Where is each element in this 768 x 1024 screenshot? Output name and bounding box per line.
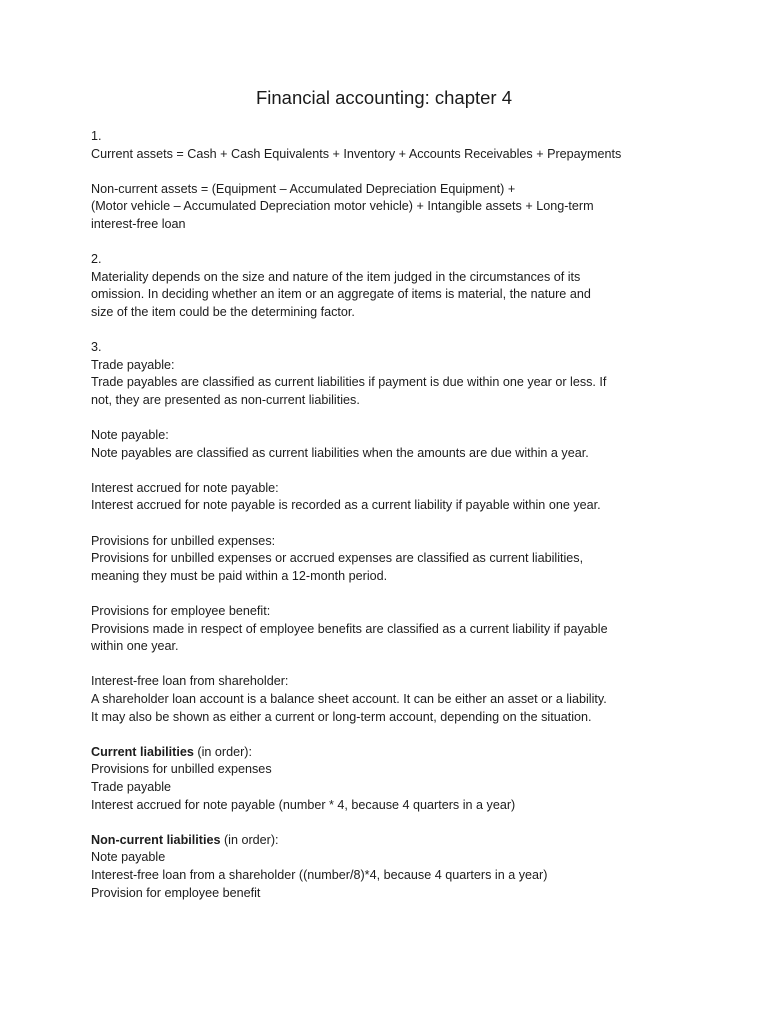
provisions-employee-line-2: within one year. [91, 639, 179, 654]
trade-payable-heading: Trade payable: [91, 357, 175, 372]
list-item: Provisions for unbilled expenses [91, 762, 272, 777]
list-item: Provision for employee benefit [91, 885, 261, 900]
current-liabilities-heading [91, 744, 691, 762]
provisions-unbilled-heading: Provisions for unbilled expenses: [91, 533, 276, 548]
current-assets-formula: Current assets = Cash + Cash Equivalents + Inventory + Accounts Receivables + Prepayments [91, 146, 622, 161]
materiality-line-2: omission. In deciding whether an item or an aggregate of items is material, the nature and [91, 287, 591, 302]
shareholder-loan-line-2: It may also be shown as either a current or long-term account, depending on the situation. [91, 709, 592, 724]
noncurrent-assets-line-2: (Motor vehicle – Accumulated Depreciation motor vehicle) + Intangible assets + Long-term [91, 199, 594, 214]
list-item: Trade payable [91, 779, 172, 794]
current-liabilities-suffix: (in order): [193, 744, 252, 759]
noncurrent-assets-line-3: interest-free loan [91, 216, 186, 231]
shareholder-loan-heading: Interest-free loan from shareholder: [91, 674, 289, 689]
list-item: Interest accrued for note payable (number * 4, because 4 quarters in a year) [91, 797, 516, 812]
materiality-line-1: Materiality depends on the size and nature of the item judged in the circumstances of its [91, 269, 581, 284]
document-body [91, 128, 691, 902]
document-title: Financial accounting: chapter 4 [255, 87, 513, 108]
noncurrent-liabilities-heading [91, 832, 691, 850]
section-number-1: 1. [91, 129, 102, 143]
list-item: Note payable [91, 850, 166, 865]
interest-accrued-line-1: Interest accrued for note payable is recorded as a current liability if payable within one year. [91, 498, 601, 513]
list-item: Interest-free loan from a shareholder ((number/8)*4, because 4 quarters in a year) [91, 867, 548, 882]
provisions-employee-line-1: Provisions made in respect of employee benefits are classified as a current liability if payable [91, 621, 608, 636]
section-number-2: 2. [91, 252, 102, 267]
shareholder-loan-line-1: A shareholder loan account is a balance sheet account. It can be either an asset or a liability. [91, 692, 607, 706]
note-payable-line-1: Note payables are classified as current liabilities when the amounts are due within a year. [91, 445, 589, 460]
provisions-unbilled-line-1: Provisions for unbilled expenses or accrued expenses are classified as current liabilities, [91, 551, 584, 566]
provisions-unbilled-line-2: meaning they must be paid within a 12-month period. [91, 568, 388, 583]
note-payable-heading: Note payable: [91, 428, 169, 443]
noncurrent-liabilities-suffix: (in order): [220, 832, 279, 847]
materiality-line-3: size of the item could be the determining factor. [91, 304, 355, 319]
noncurrent-assets-line-1: Non-current assets = (Equipment – Accumulated Depreciation Equipment) + [91, 181, 516, 196]
interest-accrued-heading: Interest accrued for note payable: [91, 480, 279, 495]
trade-payable-line-1: Trade payables are classified as current liabilities if payment is due within one year or less. If [91, 375, 607, 390]
current-liabilities-label: Current liabilities [91, 744, 194, 759]
trade-payable-line-2: not, they are presented as non-current liabilities. [91, 392, 360, 407]
section-number-3: 3. [91, 340, 102, 355]
noncurrent-liabilities-label: Non-current liabilities [91, 832, 221, 847]
provisions-employee-heading: Provisions for employee benefit: [91, 604, 271, 619]
